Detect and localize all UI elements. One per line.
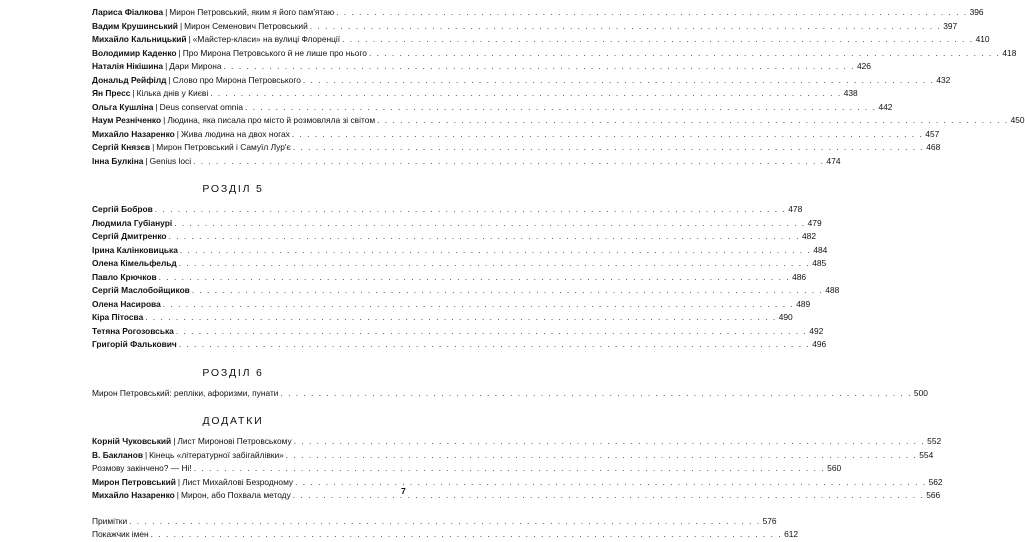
toc-entry [92,515,777,529]
toc-block-section-5 [92,203,840,352]
toc-author: Сергій Князєв [92,142,151,152]
toc-author: Сергій Бобров [92,204,153,214]
dot-leader [179,257,810,271]
toc-entry-text [92,325,174,339]
dot-leader [286,449,917,463]
toc-separator: | [176,128,179,139]
toc-entry [92,101,893,115]
dot-leader [155,203,786,217]
toc-entry [92,87,858,101]
toc-page-number: 488 [825,285,840,295]
toc-page-number: 426 [856,61,871,71]
toc-page-number: 485 [812,258,827,268]
toc-block-endmatter [92,515,799,542]
dot-leader [310,20,941,34]
toc-page-number: 418 [1002,47,1017,58]
toc-title: Кілька днів у Києві [136,88,209,98]
toc-page-number: 479 [807,217,822,228]
toc-page-number: 410 [975,34,990,44]
toc-author: Олена Кімельфельд [92,258,177,268]
toc-entry-text [92,449,284,463]
toc-page-number: 438 [843,88,858,98]
dot-leader [159,271,790,285]
toc-entry-text [92,230,167,244]
toc-author: Олена Насирова [92,298,161,309]
toc-entry [92,284,840,298]
toc-entry [92,203,803,217]
toc-entry-text [92,311,143,325]
toc-entry [92,6,984,20]
dot-leader [377,114,1008,128]
toc-entry-text [92,6,334,20]
toc-entry-text [92,141,291,155]
toc-separator: | [145,155,148,166]
toc-author: Володимир Каденко [92,47,177,58]
toc-author: Корній Чуковський [92,436,172,446]
toc-entry [92,462,842,476]
toc-entry [92,257,827,271]
toc-entry-text [92,489,291,503]
toc-entry [92,489,941,503]
toc-entry-text [92,387,278,401]
toc-entry [92,476,943,490]
toc-entry-text [92,284,190,298]
toc-entry-text [92,528,149,542]
toc-author: Ольга Кушліна [92,101,154,112]
toc-title: Лист Михайлові Безродному [182,476,294,487]
toc-author: Вадим Крушинський [92,20,178,31]
toc-author: Ян Пресс [92,88,131,98]
toc-separator: | [163,115,166,125]
toc-entry [92,311,793,325]
toc-entry-text [92,47,367,61]
toc-author: Кіра Пітосва [92,312,144,322]
toc-entry [92,528,799,542]
toc-title: Дари Мирона [169,61,222,71]
toc-author: Павло Крючков [92,271,157,282]
toc-page-number: 478 [788,204,803,214]
toc-page-number: 489 [796,298,811,309]
toc-separator: | [177,476,181,487]
toc-author: Лариса Фіалкова [92,7,164,17]
toc-page-number: 496 [812,339,827,349]
dot-leader [224,60,855,74]
toc-title: Мирон Петровський: репліки, афоризми, пунати [92,387,279,398]
toc-title: Людина, яка писала про місто й розмовляла зі світом [167,115,376,125]
section-6-heading: РОЗДІЛ 6 [202,366,264,379]
dot-leader [293,141,924,155]
dot-leader [342,33,973,47]
toc-entry [92,33,990,47]
appendix-heading: ДОДАТКИ [202,415,264,427]
toc-separator: | [152,142,155,152]
dot-leader [336,6,967,20]
toc-page-number: 468 [926,142,941,152]
toc-page-number: 397 [943,20,958,31]
dot-leader [176,325,807,339]
toc-page-number: 500 [913,387,928,398]
toc-author: Тетяна Рогозовська [92,325,174,336]
toc-entry-text [92,338,177,352]
toc-author: Наум Резніченко [92,115,162,125]
dot-leader [129,515,760,529]
toc-title: Про Мирона Петровського й не лише про нього [182,47,367,58]
toc-separator: | [144,449,148,460]
toc-author: Наталія Нікішина [92,61,164,71]
toc-author: Ірина Калінковицька [92,244,178,255]
toc-author: Сергій Маслобойщиков [92,285,190,295]
dot-leader [179,338,810,352]
toc-title: Мирон Семенович Петровський [184,20,308,31]
toc-separator: | [132,88,135,98]
toc-page-number: 442 [878,101,893,112]
toc-block-essays [92,6,1025,168]
toc-separator: | [188,34,191,44]
toc-author: Михайло Назаренко [92,490,175,500]
toc-entry [92,60,871,74]
toc-entry [92,338,827,352]
toc-title: Розмову закінчено? — Ні! [92,463,192,473]
dot-leader [194,462,825,476]
dot-leader [293,489,924,503]
toc-entry-text [92,435,292,449]
toc-author: Михайло Кальницький [92,34,187,44]
toc-separator: | [178,47,181,58]
toc-entry [92,74,951,88]
toc-entry-text [92,257,177,271]
toc-separator: | [155,101,158,112]
toc-page-number: 396 [969,7,984,17]
dot-leader [295,476,926,490]
toc-separator: | [173,436,176,446]
toc-entry-text [92,244,178,258]
toc-page-number: 490 [778,312,793,322]
dot-leader [193,155,824,169]
dot-leader [192,284,823,298]
toc-title: «Майстер-класи» на вулиці Флоренції [192,34,341,44]
toc-entry-text [92,155,191,169]
toc-entry-text [92,87,208,101]
toc-page-number: 474 [826,155,841,166]
toc-page-number: 492 [809,325,824,336]
toc-separator: | [176,490,179,500]
toc-title: Примітки [92,515,128,526]
section-5-heading: РОЗДІЛ 5 [202,183,264,195]
toc-entry-text [92,114,375,128]
toc-entry-text [92,20,308,34]
toc-author: Людмила Губіанурі [92,217,173,228]
toc-page-number: 486 [792,271,807,282]
toc-title: Жива людина на двох ногах [180,128,290,139]
toc-title: Мирон, або Похвала методу [180,490,291,500]
toc-title: Лист Миронові Петровському [177,436,292,446]
toc-author: Дональд Рейфілд [92,74,167,85]
toc-title: Мирон Петровський і Самуїл Лур'є [156,142,291,152]
toc-page-number: 562 [928,476,943,487]
toc-page-number: 566 [926,490,941,500]
toc-entry-text [92,515,127,529]
toc-entry [92,244,828,258]
toc-entry-text [92,203,153,217]
toc-title: Слово про Мирона Петровського [172,74,301,85]
dot-leader [180,244,811,258]
toc-entry [92,47,1017,61]
toc-entry [92,20,958,34]
dot-leader [245,101,876,115]
toc-page-number: 552 [927,436,942,446]
toc-page-number: 560 [827,463,842,473]
toc-entry-text [92,128,290,142]
toc-title: Кінець «літературної забігайлівки» [149,449,284,460]
toc-entry-text [92,298,161,312]
toc-entry [92,141,941,155]
toc-separator: | [179,20,183,31]
toc-title: Покажчик імен [92,529,149,539]
toc-entry-text [92,74,301,88]
toc-page-number: 612 [784,529,799,539]
toc-entry-text [92,33,340,47]
toc-entry [92,128,940,142]
dot-leader [151,528,782,542]
toc-title: Deus conservat omnia [159,101,243,112]
toc-block-section-6 [92,387,928,401]
toc-entry [92,449,934,463]
toc-entry [92,387,928,401]
toc-entry [92,435,942,449]
dot-leader [145,311,776,325]
toc-entry [92,217,822,231]
toc-separator: | [165,7,168,17]
toc-entry-text [92,462,192,476]
dot-leader [210,87,841,101]
toc-entry-text [92,60,222,74]
toc-entry [92,325,824,339]
dot-leader [169,230,800,244]
dot-leader [163,298,794,312]
toc-entry [92,230,816,244]
toc-page-number: 484 [813,244,828,255]
toc-separator: | [165,61,168,71]
toc-page-number: 554 [919,449,934,460]
toc-entry-text [92,101,243,115]
toc-page-number: 432 [936,74,951,85]
dot-leader [303,74,934,88]
toc-author: Інна Булкіна [92,155,144,166]
toc-entry-text [92,217,172,231]
dot-leader [369,47,1000,61]
toc-page-number: 576 [762,515,777,526]
toc-author: Михайло Назаренко [92,128,175,139]
toc-separator: | [168,74,171,85]
toc-entry [92,298,811,312]
toc-entry [92,271,807,285]
toc-page-number: 482 [802,231,816,241]
toc-title: Genius loci [149,155,192,166]
toc-block-appendix [92,435,943,503]
toc-entry-text [92,271,157,285]
dot-leader [294,435,925,449]
toc-author: Сергій Дмитренко [92,231,167,241]
toc-entry-text [92,476,293,490]
toc-page-number: 457 [925,128,940,139]
dot-leader [280,387,911,401]
toc-entry [92,155,841,169]
toc-page-number: 450 [1010,115,1025,125]
toc-author: Мирон Петровський [92,476,176,487]
toc-title: Мирон Петровський, яким я його пам'ятаю [169,7,335,17]
dot-leader [292,128,923,142]
toc-author: Григорій Фалькович [92,339,177,349]
dot-leader [174,217,805,231]
table-of-contents [92,0,1025,542]
page-number: 7 [401,486,406,496]
toc-entry [92,114,1025,128]
toc-author: В. Бакланов [92,449,143,460]
